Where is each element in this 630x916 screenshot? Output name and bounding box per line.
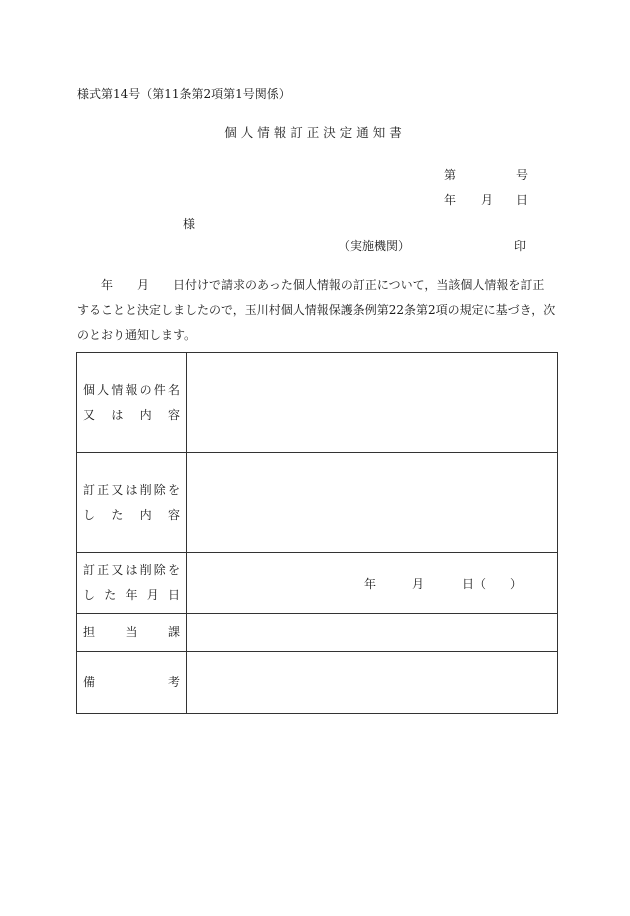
notice-body <box>77 273 557 348</box>
label-subject <box>77 353 187 453</box>
label-date-bottom: し た 年 月 日 <box>83 588 180 602</box>
table-row-subject <box>77 353 558 453</box>
body-line-3: のとおり通知します。 <box>77 328 197 342</box>
label-content-top: 訂 正 又 は 削 除 を <box>83 482 180 497</box>
label-remarks: 備 考 <box>77 652 187 714</box>
table-row-content <box>77 453 558 553</box>
label-subject-top: 個 人 情 報 の 件 名 <box>83 382 180 397</box>
form-number: 様式第14号（第11条第2項第1号関係） <box>77 87 291 101</box>
recipient-honorific: 様 <box>183 217 196 231</box>
doc-number-prefix: 第 <box>444 168 457 182</box>
document-title: 個人情報訂正決定通知書 <box>224 125 406 140</box>
body-line-2: することと決定しましたので，玉川村個人情報保護条例第22条第2項の規定に基づき，次 <box>77 303 556 317</box>
issue-date-year: 年 <box>444 193 457 207</box>
issue-date-month: 月 <box>481 193 494 207</box>
correction-table <box>76 352 558 714</box>
value-remarks[interactable] <box>187 652 558 714</box>
agency-label: （実施機関） <box>338 239 411 253</box>
value-content[interactable] <box>187 453 558 553</box>
label-content <box>77 453 187 553</box>
date-month: 月 <box>412 576 425 591</box>
label-date <box>77 553 187 614</box>
table-row-department <box>77 614 558 652</box>
label-department: 担 当 課 <box>77 614 187 652</box>
date-year: 年 <box>364 576 377 591</box>
label-content-bottom: し た 内 容 <box>83 507 180 522</box>
label-date-top: 訂 正 又 は 削 除 を <box>83 563 180 577</box>
body-line-1: 年 月 日付けで請求のあった個人情報の訂正について，当該個人情報を訂正 <box>77 278 545 292</box>
issue-date-day: 日 <box>516 193 529 207</box>
date-day: 日（ ） <box>462 576 523 591</box>
date-fields <box>188 575 556 592</box>
seal-mark: 印 <box>514 239 527 253</box>
label-subject-bottom: 又 は 内 容 <box>83 407 180 422</box>
table-row-remarks <box>77 652 558 714</box>
value-date[interactable] <box>187 553 558 614</box>
value-department[interactable] <box>187 614 558 652</box>
value-subject[interactable] <box>187 353 558 453</box>
table-row-date <box>77 553 558 614</box>
doc-number-suffix: 号 <box>516 168 529 182</box>
